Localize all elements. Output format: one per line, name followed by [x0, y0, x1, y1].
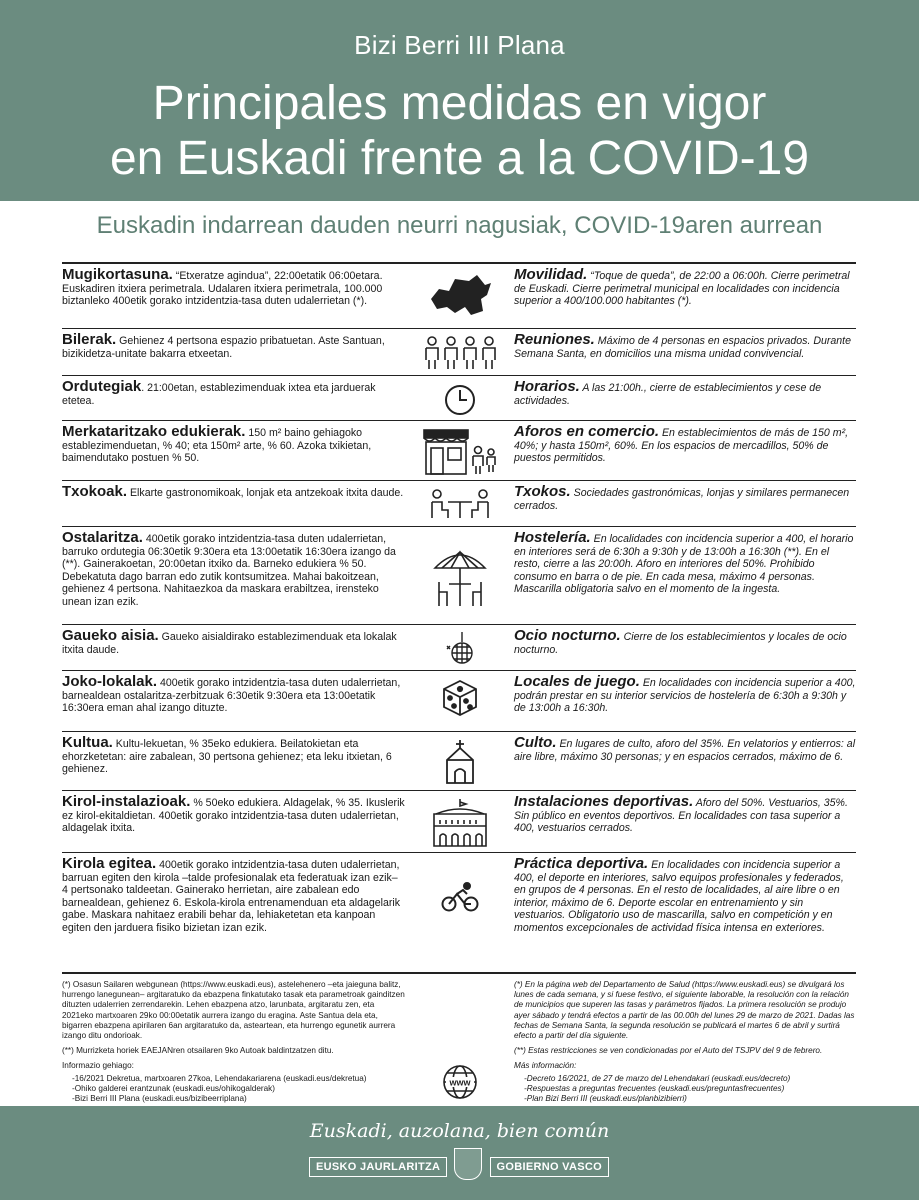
government-logo: [309, 1156, 609, 1178]
measure-eu-text: Elkarte gastronomikoak, lonjak eta antzekoak itxita daude.: [127, 487, 404, 499]
footnote-eu-2: (**) Murrizketa horiek EAEJANren otsailaren 9ko Autoak baldintzatzen ditu.: [62, 1046, 334, 1056]
measure-eu: [62, 855, 406, 964]
measure-es: [514, 529, 856, 624]
measure-es-head: Movilidad.: [514, 266, 588, 283]
plan-name: Bizi Berri III Plana: [354, 30, 565, 60]
measure-es-text: En establecimientos de más de 150 m², 40%; y hasta 150m², 60%. En los espacios de mercadillos, 50% de puestos permitidos.: [514, 427, 849, 465]
measure-eu-head: Bilerak.: [62, 331, 117, 348]
measure-eu: [62, 673, 406, 731]
measure-es: [514, 483, 856, 526]
measure-es-head: Hostelería.: [514, 529, 591, 546]
measure-eu-head: Ostalaritza.: [62, 529, 143, 546]
globe-icon: [442, 1064, 478, 1100]
measure-es-text: En localidades con incidencia superior a 400, el horario en interiores será de 6:30h a 9:30h y de 13:00h a 16:30h (**). En el resto, cierre a las 20:00h. Aforo en interiores del 50%. Prohibido consumo en barra o de pie. En cada mesa, máximo 4 personas. Mascarilla obligatoria salvo en el momento de la ingesta.: [514, 533, 854, 596]
measure-eu: [62, 529, 406, 624]
measure-row-deporte: [62, 852, 856, 964]
measure-es-head: Reuniones.: [514, 331, 595, 348]
measure-row-reuniones: [62, 328, 856, 375]
title-line-1: Principales medidas en vigor: [152, 77, 767, 130]
measure-eu-head: Txokoak.: [62, 483, 128, 500]
footnotes-es: [514, 980, 856, 1104]
measure-es-head: Locales de juego.: [514, 673, 640, 690]
measure-eu: [62, 793, 406, 852]
measure-es-head: Práctica deportiva.: [514, 855, 649, 872]
link-eu-plan[interactable]: -Bizi Berri III Plana (euskadi.eus/bizibeerriplana): [72, 1094, 247, 1104]
measure-es-text: “Toque de queda”, de 22:00 a 06:00h. Cierre perimetral de Euskadi. Cierre perimetral municipal en localidades con incidencia superior a 400/100.000 habitantes (*).: [514, 270, 850, 308]
measure-eu-text: . 21:00etan, establezimenduak ixtea eta jarduerak etetea.: [62, 382, 376, 407]
measures-table: [62, 262, 856, 964]
measure-es-head: Ocio nocturno.: [514, 627, 621, 644]
measure-eu-text: Kultu-lekuetan, % 35eko edukiera. Beilatokietan eta ehorzketetan: aire zabalean, 30 pertsona gehienez; eta leku itxietan, 6 gehienez.: [62, 738, 392, 776]
measure-row-instalaciones: [62, 790, 856, 852]
measure-eu-head: Kirola egitea.: [62, 855, 157, 872]
footnote-es-2: (**) Estas restricciones se ven condicionadas por el Auto del TSJPV del 9 de febrero.: [514, 1046, 823, 1056]
measure-row-movilidad: [62, 262, 856, 328]
measure-es-head: Txokos.: [514, 483, 571, 500]
measure-es-text: A las 21:00h., cierre de establecimientos y cese de actividades.: [514, 382, 822, 407]
measure-row-hosteleria: [62, 526, 856, 624]
measure-es-head: Aforos en comercio.: [514, 423, 660, 440]
gov-name-eu: EUSKO JAURLARITZA: [309, 1157, 447, 1177]
measure-es-text: Máximo de 4 personas en espacios privados. Durante Semana Santa, en domicilios una misma unidad convivencial.: [514, 335, 852, 360]
clock-icon: [406, 381, 514, 420]
stadium-icon: [406, 796, 514, 852]
measure-es: [514, 378, 856, 420]
measure-es: [514, 673, 856, 731]
page-subtitle: Euskadin indarrean dauden neurri nagusiak, COVID-19aren aurrean: [96, 212, 823, 239]
measure-eu-text: 400etik gorako intzidentzia-tasa duten udalerrietan, barruan egiten den kirola –talde profesionalak eta federatuak izan ezik– 4 pertsonako taldeetan. Gainerako herrietan, aire zabalean edo barnealdean, gehienez 6. Eskola-kirola entrenamenduan eta aldagelarik gabe. Maskara nahitaez erabili behar da, lehiaketetan eta kanpoan egiten den jarduera fisiko bizietan izan ezik.: [62, 859, 401, 934]
measure-eu-head: Kultua.: [62, 734, 113, 751]
measure-es: [514, 423, 856, 480]
measure-row-txokos: [62, 480, 856, 526]
measure-row-comercio: [62, 420, 856, 480]
link-eu-faq[interactable]: -Ohiko galderei erantzunak (euskadi.eus/ohikogalderak): [72, 1083, 275, 1093]
footnotes-eu: [62, 980, 406, 1104]
link-eu-decree[interactable]: -16/2021 Dekretua, martxoaren 27koa, Lehendakariarena (euskadi.eus/dekretua): [72, 1073, 367, 1083]
measure-eu: [62, 627, 406, 670]
www-label: www: [449, 1077, 471, 1088]
measure-eu-text: Gehienez 4 pertsona espazio pribatuetan. Aste Santuan, bizikidetza-unitate bakarra etxeetan.: [62, 335, 385, 360]
measure-eu: [62, 423, 406, 480]
measure-es-head: Instalaciones deportivas.: [514, 793, 694, 810]
measure-eu-text: 400etik gorako intzidentzia-tasa duten udalerrietan, barnealdean ostalaritza-zerbitzuak 6:30etik 9:30era eta 13:00etatik 16:30era eman ahal izango dituzte.: [62, 677, 401, 715]
measure-eu-text: 150 m² baino gehiagoko establezimenduetan, % 40; eta 150m² arte, % 60. Azoka txikietan, baimendutako postuen % 50.: [62, 427, 372, 465]
footnotes: [62, 972, 856, 1104]
measure-eu-head: Joko-lokalak.: [62, 673, 158, 690]
page-title: [0, 76, 919, 186]
measure-es-head: Horarios.: [514, 378, 580, 395]
four-people-icon: [406, 334, 514, 375]
coat-of-arms-icon: [454, 1148, 482, 1180]
measure-eu: [62, 483, 406, 526]
measure-es: [514, 734, 856, 790]
measure-eu-text: Gaueko aisialdirako establezimenduak eta lokalak itxita daude.: [62, 631, 397, 656]
measure-es-text: En localidades con incidencia superior a 400, el deporte en interiores, salvo equipos profesionales y federados, en grupos de 4 personas. En el resto de localidades, al aire libre o en interior, máximo de 6. Deporte escolar en entrenamiento y sin vestuarios. Obligatorio uso de mascarilla, salvo en competición y en momentos excepcionales de actividad física intensa en exteriores.: [514, 859, 844, 934]
dice-icon: [406, 676, 514, 731]
measure-es: [514, 855, 856, 964]
cyclist-icon: [406, 858, 514, 964]
euskadi-map-icon: [406, 269, 514, 328]
terrace-icon: [406, 532, 514, 624]
header-band: [0, 0, 919, 201]
measure-es-text: En lugares de culto, aforo del 35%. En velatorios y entierros: al aire libre, máximo 30 personas; y en espacios cerrados, máximo de 6.: [514, 738, 856, 763]
measure-eu-head: Mugikortasuna.: [62, 266, 173, 283]
slogan: Euskadi, auzolana, bien común: [309, 1120, 610, 1142]
measure-eu: [62, 378, 406, 420]
measure-row-ocio: [62, 624, 856, 670]
link-es-faq[interactable]: -Respuestas a preguntas frecuentes (euskadi.eus/preguntasfrecuentes): [524, 1083, 785, 1093]
footnote-eu-1: (*) Osasun Sailaren webgunean (https://www.euskadi.eus), astelehenero –eta jaieguna balitz, hurrengo lanegunean– argitaratuko da ebazpena finkatutako tasak eta parametroak gainditzen dituzten udalerrien zerrendarekin. Lehen ebazpena atzo, larunbata, argitaratu zen, eta 2021eko martxoaren 29ko 00:00etatik aurrera izango du eragina. Aste Santua dela eta, bigarren ebazpena apirilaren 6an argitaratuko da, asteartean, eta hurrengo egunetik aurrera izango ditu ondorioak.: [62, 980, 405, 1041]
measure-eu-head: Kirol-instalazioak.: [62, 793, 191, 810]
measure-es-text: Cierre de los establecimientos y locales de ocio nocturno.: [514, 631, 847, 656]
measure-eu-head: Gaueko aisia.: [62, 627, 159, 644]
more-info-es: Más información:: [514, 1061, 577, 1071]
measure-eu: [62, 266, 406, 328]
measure-eu-text: “Etxeratze agindua”, 22:00etatik 06:00etara. Euskadiren itxiera perimetrala. Udalaren itxiera perimetrala, 100.000 biztanleko 400etik gorako intzidentzia-tasa duten udalerrietan (*).: [62, 270, 383, 308]
measure-es: [514, 331, 856, 375]
measure-es-head: Culto.: [514, 734, 557, 751]
measure-eu: [62, 734, 406, 790]
disco-ball-icon: [406, 630, 514, 670]
church-icon: [406, 737, 514, 790]
more-info-eu: Informazio gehiago:: [62, 1061, 134, 1071]
gov-name-es: GOBIERNO VASCO: [490, 1157, 609, 1177]
measure-es-text: Sociedades gastronómicas, lonjas y similares permanecen cerrados.: [514, 487, 850, 512]
measure-eu: [62, 331, 406, 375]
shop-icon: [406, 426, 514, 480]
measure-es-text: Aforo del 50%. Vestuarios, 35%. Sin público en eventos deportivos. En localidades con tasa superior a 400, vestuarios cerrados.: [514, 797, 848, 835]
footer-band: [0, 1106, 919, 1200]
measure-row-juego: [62, 670, 856, 731]
measure-es: [514, 793, 856, 852]
link-es-plan[interactable]: -Plan Bizi Berri III (euskadi.eus/planbizibierri): [524, 1094, 687, 1104]
measure-es: [514, 266, 856, 328]
link-es-decree[interactable]: -Decreto 16/2021, de 27 de marzo del Lehendakari (euskadi.eus/decreto): [524, 1073, 791, 1083]
measure-eu-text: 400etik gorako intzidentzia-tasa duten udalerrietan, barruko ordutegia 06:30etik 9:30era eta 13:00etatik 16:30era izango da (**). Gainerakoetan, 20:00etan itxiko da. Barneko edukiera % 50. Debekatuta dago barran edo zutik kontsumitzea. Mahai bakoitzean, gehienez 4 pertsona. Nahitaezkoa da maskara erabiltzea, irensteko unean izan ezik.: [62, 533, 396, 608]
measure-eu-head: Merkataritzako edukierak.: [62, 423, 246, 440]
title-line-2: en Euskadi frente a la COVID-19: [109, 132, 810, 185]
measure-es: [514, 627, 856, 670]
footnote-es-1: (*) En la página web del Departamento de Salud (https://www.euskadi.eus) se divulgará los lunes de cada semana, y si fuese festivo, el siguiente laborable, la resolución con la relación de municipios que superen las tasas y parámetros fijados. La primera resolución se produjo ayer sábado y tendrá efectos a partir de las 00.00h del lunes 29 de marzo de 2021. Dadas las fechas de Semana Santa, la segunda resolución se publicará el martes 6 de abril y surtirá efecto a partir del día siguiente.: [514, 980, 855, 1041]
www-globe: [406, 980, 514, 1104]
measure-row-horarios: [62, 375, 856, 420]
table-people-icon: [406, 486, 514, 526]
measure-eu-head: Ordutegiak: [62, 378, 142, 395]
measure-row-culto: [62, 731, 856, 790]
measure-eu-text: % 50eko edukiera. Aldagelak, % 35. Ikuslerik ez kirol-ekitaldietan. 400etik gorako intzidentzia-tasa duten udalerrietan, aldagelak itxita.: [62, 797, 405, 835]
measure-es-text: En localidades con incidencia superior a 400, podrán prestar en su interior servicios de hostelería de 6:30h a 9:30h y de 13:00h a 16:30h.: [514, 677, 856, 715]
